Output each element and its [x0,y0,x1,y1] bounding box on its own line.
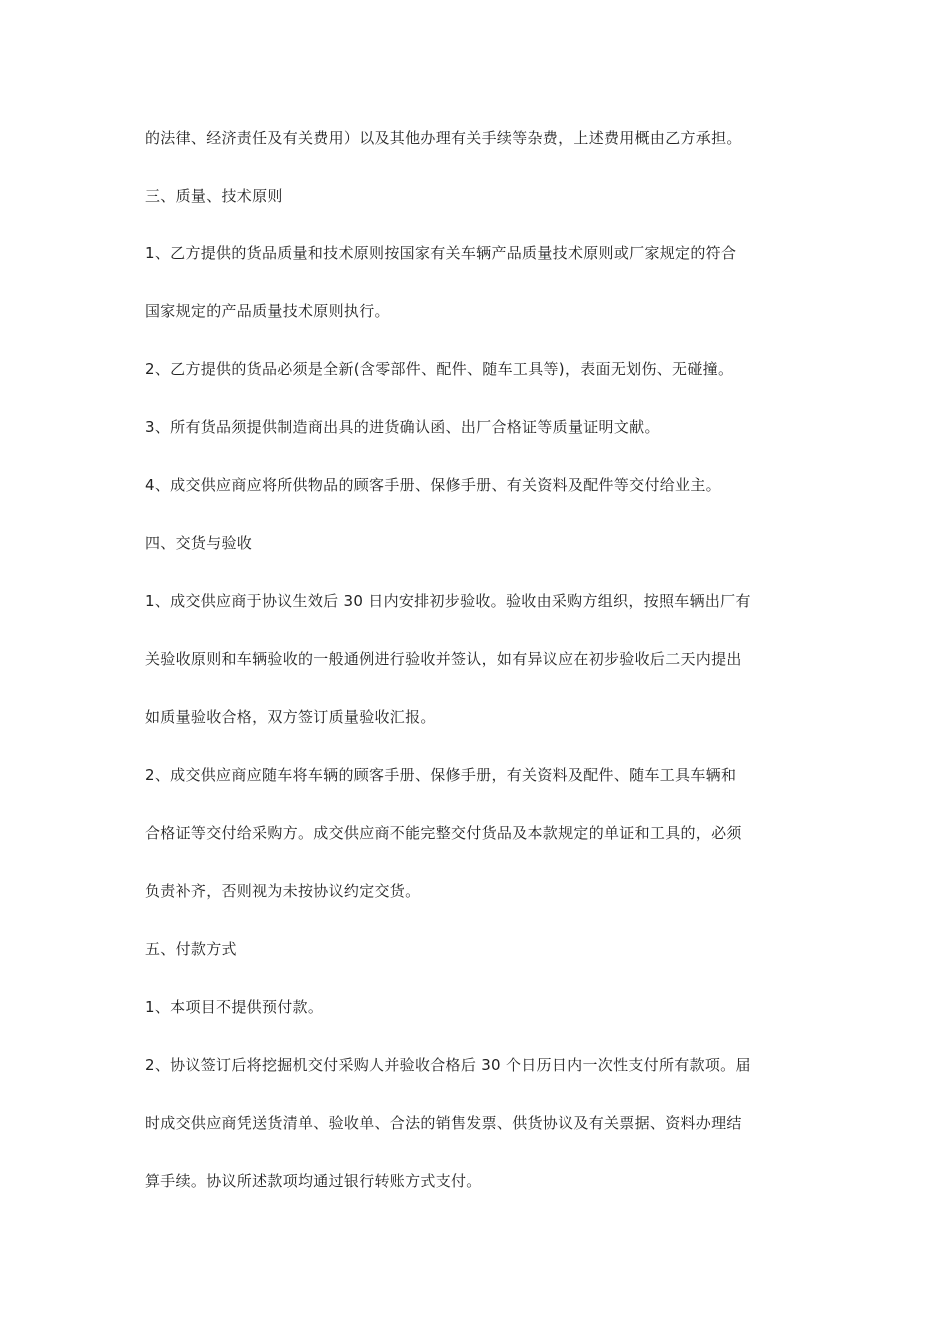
clause-3-2: 2、乙方提供的货品必须是全新(含零部件、配件、随车工具等)，表面无划伤、无碰撞。 [145,360,734,378]
section-heading-delivery: 四、交货与验收 [145,534,253,552]
clause-3-4: 4、成交供应商应将所供物品的顾客手册、保修手册、有关资料及配件等交付给业主。 [145,476,721,494]
clause-5-2-line-1: 2、协议签订后将挖掘机交付采购人并验收合格后 30 个日历日内一次性支付所有款项。届 [145,1056,751,1074]
clause-3-1-line-2: 国家规定的产品质量技术原则执行。 [145,302,390,320]
clause-4-2-line-2: 合格证等交付给采购方。成交供应商不能完整交付货品及本款规定的单证和工具的，必须 [145,824,742,842]
clause-3-1-line-1: 1、乙方提供的货品质量和技术原则按国家有关车辆产品质量技术原则或厂家规定的符合 [145,244,737,262]
clause-5-1: 1、本项目不提供预付款。 [145,998,324,1016]
clause-4-1-line-3: 如质量验收合格，双方签订质量验收汇报。 [145,708,436,726]
clause-5-2-line-3: 算手续。协议所述款项均通过银行转账方式支付。 [145,1172,482,1190]
clause-4-2-line-1: 2、成交供应商应随车将车辆的顾客手册、保修手册，有关资料及配件、随车工具车辆和 [145,766,737,784]
clause-5-2-line-2: 时成交供应商凭送货清单、验收单、合法的销售发票、供货协议及有关票据、资料办理结 [145,1114,742,1132]
clause-4-1-line-2: 关验收原则和车辆验收的一般通例进行验收并签认，如有异议应在初步验收后二天内提出 [145,650,742,668]
section-heading-quality: 三、质量、技术原则 [145,187,283,205]
clause-4-2-line-3: 负责补齐，否则视为未按协议约定交货。 [145,882,421,900]
clause-3-3: 3、所有货品须提供制造商出具的进货确认函、出厂合格证等质量证明文献。 [145,418,660,436]
clause-4-1-line-1: 1、成交供应商于协议生效后 30 日内安排初步验收。验收由采购方组织，按照车辆出厂有 [145,592,751,610]
section-heading-payment: 五、付款方式 [145,940,237,958]
body-text-line: 的法律、经济责任及有关费用）以及其他办理有关手续等杂费，上述费用概由乙方承担。 [145,129,742,147]
